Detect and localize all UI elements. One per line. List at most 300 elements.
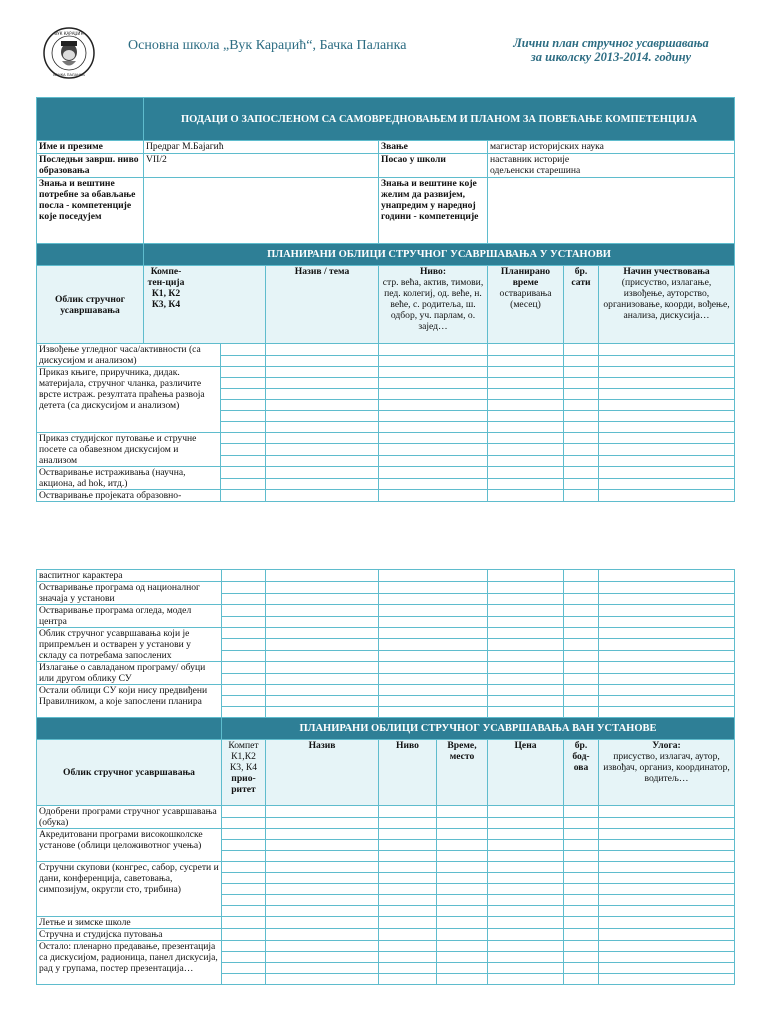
input-cell[interactable]	[564, 490, 599, 502]
input-cell[interactable]	[222, 593, 266, 605]
input-cell[interactable]	[599, 467, 735, 479]
input-cell[interactable]	[221, 378, 266, 389]
input-cell[interactable]	[222, 917, 266, 929]
input-cell[interactable]	[599, 829, 735, 840]
input-cell[interactable]	[599, 478, 735, 490]
input-cell[interactable]	[488, 344, 564, 356]
input-cell[interactable]	[379, 570, 488, 582]
input-cell[interactable]	[599, 963, 735, 974]
input-cell[interactable]	[564, 862, 599, 873]
input-cell[interactable]	[488, 378, 564, 389]
input-cell[interactable]	[599, 444, 735, 455]
input-cell[interactable]	[564, 673, 599, 685]
input-cell[interactable]	[488, 851, 564, 862]
input-cell[interactable]	[599, 570, 735, 582]
input-cell[interactable]	[266, 895, 379, 906]
input-cell[interactable]	[266, 851, 379, 862]
input-cell[interactable]	[488, 570, 564, 582]
input-cell[interactable]	[379, 378, 488, 389]
job-label: Посао у школи	[379, 154, 488, 178]
input-cell[interactable]	[599, 685, 735, 696]
input-cell[interactable]	[379, 707, 488, 718]
input-cell[interactable]	[266, 817, 379, 829]
col-competence-wrap	[144, 266, 266, 344]
row-label: Одобрени програми стручног усавршавања (обука)	[37, 806, 222, 829]
input-cell[interactable]	[564, 685, 599, 696]
input-cell[interactable]	[599, 616, 735, 628]
input-cell[interactable]	[564, 917, 599, 929]
input-cell[interactable]	[266, 467, 379, 479]
input-cell[interactable]	[488, 817, 564, 829]
input-cell[interactable]	[222, 952, 266, 963]
input-cell[interactable]	[379, 851, 437, 862]
input-cell[interactable]	[379, 593, 488, 605]
input-cell[interactable]	[266, 862, 379, 873]
plan-title: Лични план стручног усавршавања за школску 2013-2014. годину	[513, 36, 709, 64]
input-cell[interactable]	[564, 444, 599, 455]
input-cell[interactable]	[599, 593, 735, 605]
input-cell[interactable]	[266, 378, 379, 389]
row-label: Остали облици СУ који нису предвиђени Правилником, а које запослени планира	[37, 685, 222, 718]
input-cell[interactable]	[488, 829, 564, 840]
input-cell[interactable]	[266, 829, 379, 840]
input-cell[interactable]	[379, 355, 488, 367]
input-cell[interactable]	[266, 455, 379, 466]
input-cell[interactable]	[221, 467, 266, 479]
input-cell[interactable]	[379, 906, 437, 917]
input-cell[interactable]	[379, 685, 488, 696]
input-cell[interactable]	[564, 570, 599, 582]
input-cell[interactable]	[379, 806, 437, 818]
input-cell[interactable]	[488, 628, 564, 639]
input-cell[interactable]	[564, 817, 599, 829]
input-cell[interactable]	[379, 344, 488, 356]
input-cell[interactable]	[599, 707, 735, 718]
input-cell[interactable]	[437, 917, 488, 929]
input-cell[interactable]	[266, 685, 379, 696]
input-cell[interactable]	[488, 411, 564, 422]
input-cell[interactable]	[379, 650, 488, 661]
input-cell[interactable]	[437, 873, 488, 884]
input-cell[interactable]	[564, 829, 599, 840]
input-cell[interactable]	[266, 400, 379, 411]
row-label: Акредитовани програми високошколске установе (облици целоживотног учења)	[37, 829, 222, 862]
input-cell[interactable]	[599, 974, 735, 985]
input-cell[interactable]	[437, 851, 488, 862]
input-cell[interactable]	[599, 389, 735, 400]
input-cell[interactable]	[488, 433, 564, 444]
table-row	[37, 829, 735, 840]
input-cell[interactable]	[221, 367, 266, 378]
input-cell[interactable]	[222, 873, 266, 884]
input-cell[interactable]	[379, 389, 488, 400]
input-cell[interactable]	[266, 570, 379, 582]
input-cell[interactable]	[437, 941, 488, 952]
input-cell[interactable]	[488, 490, 564, 502]
input-cell[interactable]	[437, 963, 488, 974]
input-cell[interactable]	[599, 941, 735, 952]
input-cell[interactable]	[379, 952, 437, 963]
input-cell[interactable]	[564, 840, 599, 851]
input-cell[interactable]	[221, 355, 266, 367]
input-cell[interactable]	[266, 662, 379, 674]
input-cell[interactable]	[488, 662, 564, 674]
input-cell[interactable]	[221, 389, 266, 400]
input-cell[interactable]	[222, 840, 266, 851]
input-cell[interactable]	[599, 873, 735, 884]
input-cell[interactable]	[488, 455, 564, 466]
input-cell[interactable]	[266, 582, 379, 594]
input-cell[interactable]	[564, 941, 599, 952]
input-cell[interactable]	[266, 929, 379, 941]
input-cell[interactable]	[488, 582, 564, 594]
input-cell[interactable]	[222, 829, 266, 840]
input-cell[interactable]	[564, 696, 599, 707]
input-cell[interactable]	[437, 829, 488, 840]
input-cell[interactable]	[266, 806, 379, 818]
input-cell[interactable]	[599, 929, 735, 941]
staff-data-table	[36, 97, 735, 502]
input-cell[interactable]	[379, 840, 437, 851]
row-label: Излагање о савладаном програму/ обуци или другом облику СУ	[37, 662, 222, 685]
input-cell[interactable]	[599, 895, 735, 906]
input-cell[interactable]	[488, 422, 564, 433]
input-cell[interactable]	[599, 628, 735, 639]
input-cell[interactable]	[266, 707, 379, 718]
input-cell[interactable]	[488, 707, 564, 718]
col-out-time: Време, место	[437, 740, 488, 806]
input-cell[interactable]	[564, 963, 599, 974]
input-cell[interactable]	[221, 455, 266, 466]
input-cell[interactable]	[599, 455, 735, 466]
input-cell[interactable]	[266, 433, 379, 444]
input-cell[interactable]	[488, 593, 564, 605]
input-cell[interactable]	[379, 817, 437, 829]
input-cell[interactable]	[488, 367, 564, 378]
input-cell[interactable]	[437, 974, 488, 985]
input-cell[interactable]	[488, 974, 564, 985]
input-cell[interactable]	[266, 389, 379, 400]
input-cell[interactable]	[599, 650, 735, 661]
input-cell[interactable]	[488, 605, 564, 617]
job-value: наставник историје одељенски старешина	[488, 154, 735, 178]
input-cell[interactable]	[488, 963, 564, 974]
input-cell[interactable]	[599, 952, 735, 963]
input-cell[interactable]	[599, 862, 735, 873]
input-cell[interactable]	[488, 673, 564, 685]
input-cell[interactable]	[379, 917, 437, 929]
input-cell[interactable]	[379, 673, 488, 685]
input-cell[interactable]	[599, 605, 735, 617]
input-cell[interactable]	[222, 941, 266, 952]
input-cell[interactable]	[266, 444, 379, 455]
input-cell[interactable]	[379, 862, 437, 873]
input-cell[interactable]	[564, 344, 599, 356]
input-cell[interactable]	[266, 840, 379, 851]
input-cell[interactable]	[222, 906, 266, 917]
input-cell[interactable]	[437, 862, 488, 873]
input-cell[interactable]	[564, 411, 599, 422]
input-cell[interactable]	[221, 444, 266, 455]
input-cell[interactable]	[488, 895, 564, 906]
input-cell[interactable]	[564, 884, 599, 895]
input-cell[interactable]	[379, 941, 437, 952]
col-hours: бр. сати	[564, 266, 599, 344]
input-cell[interactable]	[266, 367, 379, 378]
input-cell[interactable]	[221, 344, 266, 356]
input-cell[interactable]	[564, 582, 599, 594]
input-cell[interactable]	[437, 806, 488, 818]
input-cell[interactable]	[599, 806, 735, 818]
input-cell[interactable]	[266, 952, 379, 963]
input-cell[interactable]	[599, 582, 735, 594]
input-cell[interactable]	[564, 400, 599, 411]
input-cell[interactable]	[599, 696, 735, 707]
input-cell[interactable]	[599, 917, 735, 929]
input-cell[interactable]	[564, 873, 599, 884]
input-cell[interactable]	[488, 400, 564, 411]
input-cell[interactable]	[266, 478, 379, 490]
input-cell[interactable]	[379, 490, 488, 502]
input-cell[interactable]	[599, 851, 735, 862]
input-cell[interactable]	[488, 685, 564, 696]
input-cell[interactable]	[266, 344, 379, 356]
input-cell[interactable]	[266, 673, 379, 685]
col-out-name: Назив	[266, 740, 379, 806]
input-cell[interactable]	[564, 367, 599, 378]
input-cell[interactable]	[221, 411, 266, 422]
input-cell[interactable]	[379, 884, 437, 895]
input-cell[interactable]	[222, 650, 266, 661]
input-cell[interactable]	[221, 478, 266, 490]
input-cell[interactable]	[222, 974, 266, 985]
input-cell[interactable]	[266, 873, 379, 884]
svg-text:БАЧКА ПАЛАНКА: БАЧКА ПАЛАНКА	[53, 73, 85, 77]
input-cell[interactable]	[599, 367, 735, 378]
input-cell[interactable]	[564, 433, 599, 444]
input-cell[interactable]	[266, 616, 379, 628]
input-cell[interactable]	[488, 873, 564, 884]
input-cell[interactable]	[222, 685, 266, 696]
input-cell[interactable]	[564, 974, 599, 985]
input-cell[interactable]	[379, 582, 488, 594]
input-cell[interactable]	[599, 884, 735, 895]
input-cell[interactable]	[564, 806, 599, 818]
input-cell[interactable]	[488, 941, 564, 952]
input-cell[interactable]	[222, 570, 266, 582]
input-cell[interactable]	[222, 862, 266, 873]
input-cell[interactable]	[379, 873, 437, 884]
input-cell[interactable]	[437, 952, 488, 963]
input-cell[interactable]	[599, 400, 735, 411]
input-cell[interactable]	[564, 605, 599, 617]
input-cell[interactable]	[266, 906, 379, 917]
input-cell[interactable]	[379, 444, 488, 455]
input-cell[interactable]	[222, 707, 266, 718]
input-cell[interactable]	[599, 817, 735, 829]
input-cell[interactable]	[599, 355, 735, 367]
input-cell[interactable]	[266, 884, 379, 895]
col-out-form: Облик стручног усавршавања	[37, 740, 222, 806]
input-cell[interactable]	[599, 411, 735, 422]
input-cell[interactable]	[266, 355, 379, 367]
input-cell[interactable]	[222, 673, 266, 685]
input-cell[interactable]	[564, 662, 599, 674]
input-cell[interactable]	[488, 696, 564, 707]
title-value: магистар историјских наука	[488, 141, 735, 154]
input-cell[interactable]	[222, 696, 266, 707]
input-cell[interactable]	[437, 895, 488, 906]
input-cell[interactable]	[599, 422, 735, 433]
input-cell[interactable]	[222, 817, 266, 829]
input-cell[interactable]	[222, 929, 266, 941]
input-cell[interactable]	[379, 422, 488, 433]
input-cell[interactable]	[266, 650, 379, 661]
input-cell[interactable]	[599, 906, 735, 917]
input-cell[interactable]	[488, 650, 564, 661]
input-cell[interactable]	[564, 929, 599, 941]
input-cell[interactable]	[379, 662, 488, 674]
input-cell[interactable]	[599, 433, 735, 444]
table-row	[37, 570, 735, 582]
input-cell[interactable]	[599, 639, 735, 650]
input-cell[interactable]	[379, 974, 437, 985]
input-cell[interactable]	[437, 906, 488, 917]
input-cell[interactable]	[599, 378, 735, 389]
input-cell[interactable]	[564, 616, 599, 628]
input-cell[interactable]	[266, 411, 379, 422]
input-cell[interactable]	[379, 963, 437, 974]
input-cell[interactable]	[266, 422, 379, 433]
input-cell[interactable]	[266, 628, 379, 639]
input-cell[interactable]	[379, 367, 488, 378]
input-cell[interactable]	[221, 400, 266, 411]
input-cell[interactable]	[564, 707, 599, 718]
input-cell[interactable]	[564, 422, 599, 433]
input-cell[interactable]	[379, 605, 488, 617]
input-cell[interactable]	[222, 639, 266, 650]
input-cell[interactable]	[564, 650, 599, 661]
row-label: Летње и зимске школе	[37, 917, 222, 929]
input-cell[interactable]	[266, 593, 379, 605]
input-cell[interactable]	[266, 490, 379, 502]
input-cell[interactable]	[564, 378, 599, 389]
table-row	[37, 917, 735, 929]
input-cell[interactable]	[266, 917, 379, 929]
input-cell[interactable]	[437, 840, 488, 851]
input-cell[interactable]	[222, 851, 266, 862]
input-cell[interactable]	[564, 906, 599, 917]
input-cell[interactable]	[222, 806, 266, 818]
input-cell[interactable]	[379, 478, 488, 490]
input-cell[interactable]	[222, 616, 266, 628]
input-cell[interactable]	[488, 862, 564, 873]
input-cell[interactable]	[599, 673, 735, 685]
input-cell[interactable]	[379, 829, 437, 840]
input-cell[interactable]	[564, 467, 599, 479]
input-cell[interactable]	[599, 840, 735, 851]
input-cell[interactable]	[564, 639, 599, 650]
input-cell[interactable]	[488, 467, 564, 479]
input-cell[interactable]	[564, 851, 599, 862]
title-label: Звање	[379, 141, 488, 154]
input-cell[interactable]	[266, 696, 379, 707]
input-cell[interactable]	[564, 478, 599, 490]
input-cell[interactable]	[222, 662, 266, 674]
input-cell[interactable]	[379, 628, 488, 639]
input-cell[interactable]	[221, 490, 266, 502]
input-cell[interactable]	[221, 433, 266, 444]
input-cell[interactable]	[488, 355, 564, 367]
input-cell[interactable]	[564, 952, 599, 963]
education-value: VII/2	[144, 154, 379, 178]
input-cell[interactable]	[488, 389, 564, 400]
input-cell[interactable]	[564, 593, 599, 605]
input-cell[interactable]	[266, 974, 379, 985]
input-cell[interactable]	[222, 895, 266, 906]
col-out-points: бр. бод-ова	[564, 740, 599, 806]
input-cell[interactable]	[488, 952, 564, 963]
input-cell[interactable]	[379, 467, 488, 479]
input-cell[interactable]	[488, 929, 564, 941]
input-cell[interactable]	[488, 840, 564, 851]
table-row	[37, 367, 735, 378]
col-out-competence: Компет К1,К2 К3, К4 прио-ритет	[222, 740, 266, 806]
input-cell[interactable]	[564, 355, 599, 367]
input-cell[interactable]	[379, 639, 488, 650]
input-cell[interactable]	[564, 389, 599, 400]
input-cell[interactable]	[266, 941, 379, 952]
input-cell[interactable]	[379, 411, 488, 422]
input-cell[interactable]	[437, 929, 488, 941]
input-cell[interactable]	[488, 639, 564, 650]
input-cell[interactable]	[379, 433, 488, 444]
input-cell[interactable]	[222, 582, 266, 594]
input-cell[interactable]	[564, 628, 599, 639]
input-cell[interactable]	[379, 455, 488, 466]
input-cell[interactable]	[222, 628, 266, 639]
input-cell[interactable]	[379, 895, 437, 906]
input-cell[interactable]	[379, 696, 488, 707]
input-cell[interactable]	[564, 455, 599, 466]
input-cell[interactable]	[222, 963, 266, 974]
input-cell[interactable]	[379, 616, 488, 628]
input-cell[interactable]	[221, 422, 266, 433]
skills-label: Знања и вештине потребне за обављање посла - компетенције које поседујем	[37, 178, 144, 244]
input-cell[interactable]	[379, 929, 437, 941]
input-cell[interactable]	[599, 490, 735, 502]
input-cell[interactable]	[488, 906, 564, 917]
input-cell[interactable]	[488, 917, 564, 929]
input-cell[interactable]	[599, 344, 735, 356]
input-cell[interactable]	[266, 963, 379, 974]
input-cell[interactable]	[599, 662, 735, 674]
input-cell[interactable]	[488, 806, 564, 818]
input-cell[interactable]	[488, 616, 564, 628]
input-cell[interactable]	[266, 639, 379, 650]
input-cell[interactable]	[222, 605, 266, 617]
input-cell[interactable]	[488, 478, 564, 490]
input-cell[interactable]	[437, 817, 488, 829]
table-row	[37, 490, 735, 502]
input-cell[interactable]	[379, 400, 488, 411]
input-cell[interactable]	[488, 444, 564, 455]
input-cell[interactable]	[437, 884, 488, 895]
input-cell[interactable]	[266, 605, 379, 617]
input-cell[interactable]	[564, 895, 599, 906]
input-cell[interactable]	[222, 884, 266, 895]
input-cell[interactable]	[488, 884, 564, 895]
